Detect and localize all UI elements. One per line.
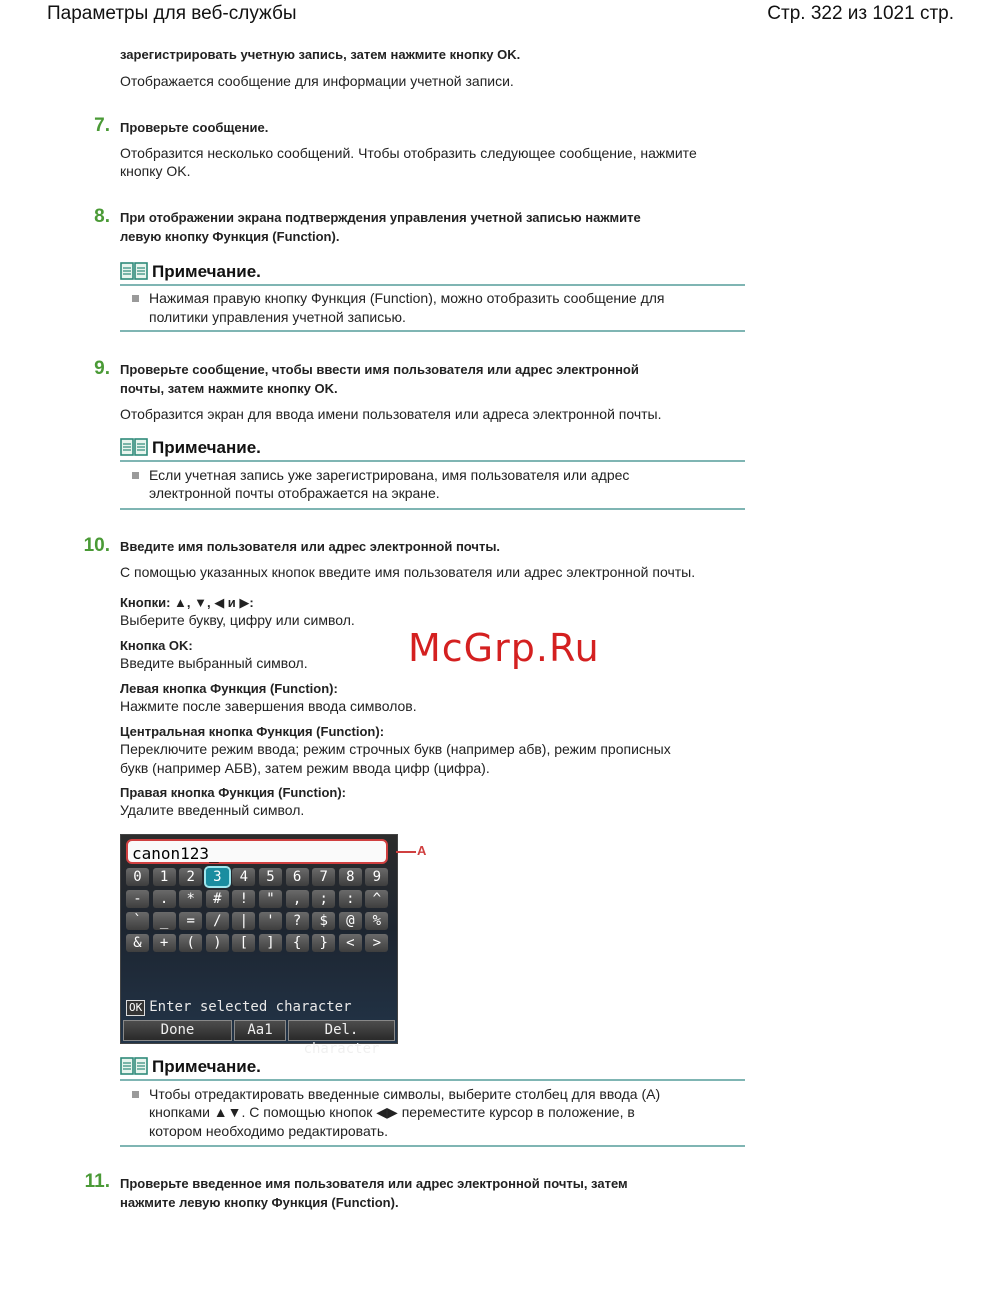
keyboard-key[interactable]: 4 [232, 868, 255, 886]
note-1-bottom-rule [120, 330, 745, 332]
keyboard-key[interactable]: | [232, 912, 255, 930]
buttons-arrows-label: Кнопки: ▲, ▼, ◀ и ▶: [120, 595, 254, 610]
step-9-number: 9. [94, 358, 110, 379]
keyboard-key[interactable]: $ [312, 912, 335, 930]
button-ok-label: Кнопка OK: [120, 638, 193, 653]
watermark: McGrp.Ru [408, 626, 600, 670]
buttons-arrows-desc: Выберите букву, цифру или символ. [120, 612, 355, 628]
note-2-bullet [132, 472, 139, 479]
keyboard-key[interactable]: ; [312, 890, 335, 908]
center-function-desc-line2: букв (например АБВ), затем режим ввода цифр (цифра). [120, 760, 490, 776]
note-3-line3: котором необходимо редактировать. [149, 1123, 389, 1139]
note-3-bullet [132, 1091, 139, 1098]
callout-line [396, 851, 416, 853]
left-function-label: Левая кнопка Функция (Function): [120, 681, 338, 696]
ok-badge: OK [126, 1000, 145, 1016]
note-3-line1: Чтобы отредактировать введенные символы, выберите столбец для ввода (A) [149, 1086, 661, 1102]
lcd-screen [120, 834, 398, 1057]
step-8-title-line2: левую кнопку Функция (Function). [120, 229, 340, 244]
book-icon [120, 261, 148, 281]
delete-character-button[interactable]: Del. character [288, 1020, 395, 1041]
note-2-header [120, 437, 745, 459]
note-1-line1: Нажимая правую кнопку Функция (Function), можно отобразить сообщение для [149, 290, 665, 306]
keyboard-key[interactable]: 3 [206, 868, 229, 886]
keyboard-key[interactable]: : [339, 890, 362, 908]
button-ok-desc: Введите выбранный символ. [120, 655, 308, 671]
keyboard-key[interactable]: 6 [286, 868, 309, 886]
intro-text: Отображается сообщение для информации учетной записи. [120, 73, 514, 89]
keyboard-key[interactable]: ` [126, 912, 149, 930]
keyboard-key[interactable]: / [206, 912, 229, 930]
keyboard-key[interactable]: + [153, 934, 176, 952]
note-1-header [120, 261, 745, 283]
keyboard-key[interactable]: _ [153, 912, 176, 930]
step-11-title-line1: Проверьте введенное имя пользователя или адрес электронной почты, затем [120, 1176, 628, 1191]
step-10-number: 10. [83, 535, 110, 556]
keyboard-key[interactable]: * [179, 890, 202, 908]
note-2-top-rule [120, 460, 745, 462]
lcd-hint [126, 997, 392, 1017]
keyboard-key[interactable]: 9 [365, 868, 388, 886]
keyboard-key[interactable]: < [339, 934, 362, 952]
lcd-function-bar [123, 1020, 395, 1057]
keyboard-key[interactable]: ? [286, 912, 309, 930]
center-function-desc-line1: Переключите режим ввода; режим строчных букв (например абв), режим прописных [120, 741, 671, 757]
right-function-desc: Удалите введенный символ. [120, 802, 305, 818]
keyboard-key[interactable]: > [365, 934, 388, 952]
keyboard-key[interactable]: # [206, 890, 229, 908]
keyboard-key[interactable]: 2 [179, 868, 202, 886]
note-2-title: Примечание. [152, 438, 261, 457]
note-2-line1: Если учетная запись уже зарегистрирована, имя пользователя или адрес [149, 467, 630, 483]
document-title: Параметры для веб-службы [47, 3, 297, 24]
keyboard-key[interactable]: . [153, 890, 176, 908]
keyboard-key[interactable]: ! [232, 890, 255, 908]
keyboard-key[interactable]: & [126, 934, 149, 952]
note-1-title: Примечание. [152, 262, 261, 281]
step-11-number: 11. [84, 1171, 110, 1192]
keyboard-key[interactable]: , [286, 890, 309, 908]
note-3-title: Примечание. [152, 1057, 261, 1076]
step-9-text: Отобразится экран для ввода имени пользователя или адреса электронной почты. [120, 406, 662, 422]
step-7-text-line1: Отобразится несколько сообщений. Чтобы отобразить следующее сообщение, нажмите [120, 145, 697, 161]
note-2-line2: электронной почты отображается на экране. [149, 485, 440, 501]
note-2-bottom-rule [120, 508, 745, 510]
note-1-bullet [132, 295, 139, 302]
keyboard-key[interactable]: } [312, 934, 335, 952]
keyboard-key[interactable]: 8 [339, 868, 362, 886]
keyboard-key[interactable]: ) [206, 934, 229, 952]
done-button[interactable]: Done [123, 1020, 232, 1041]
step-7-title: Проверьте сообщение. [120, 120, 269, 135]
intro-bold: зарегистрировать учетную запись, затем нажмите кнопку OK. [120, 47, 521, 62]
step-7-text-line2: кнопку OK. [120, 163, 191, 179]
step-8-number: 8. [94, 206, 110, 227]
step-11-title-line2: нажмите левую кнопку Функция (Function). [120, 1195, 399, 1210]
lcd-hint-text: Enter selected character [149, 999, 352, 1015]
step-9-title-line2: почты, затем нажмите кнопку OK. [120, 381, 338, 396]
keyboard-key[interactable]: = [179, 912, 202, 930]
keyboard-key[interactable]: ( [179, 934, 202, 952]
step-7-number: 7. [94, 115, 110, 136]
keyboard-key[interactable]: ^ [365, 890, 388, 908]
center-function-label: Центральная кнопка Функция (Function): [120, 724, 385, 739]
keyboard-key[interactable]: ' [259, 912, 282, 930]
callout-label-a: A [417, 843, 427, 858]
keyboard-key[interactable]: @ [339, 912, 362, 930]
keyboard-key[interactable]: 1 [153, 868, 176, 886]
keyboard-key[interactable]: { [286, 934, 309, 952]
note-1-line2: политики управления учетной записью. [149, 309, 406, 325]
step-10-title: Введите имя пользователя или адрес электронной почты. [120, 539, 501, 554]
note-3-top-rule [120, 1079, 745, 1081]
step-8-title-line1: При отображении экрана подтверждения управления учетной записью нажмите [120, 210, 641, 225]
note-1-top-rule [120, 284, 745, 286]
keyboard-key[interactable]: 5 [259, 868, 282, 886]
keyboard-key[interactable]: [ [232, 934, 255, 952]
keyboard-key[interactable]: % [365, 912, 388, 930]
note-3-header [120, 1056, 745, 1078]
note-3-line2: кнопками ▲▼. С помощью кнопок ◀▶ переместите курсор в положение, в [149, 1104, 635, 1120]
step-10-text: С помощью указанных кнопок введите имя пользователя или адрес электронной почты. [120, 564, 696, 580]
keyboard-key[interactable]: " [259, 890, 282, 908]
note-3-bottom-rule [120, 1145, 745, 1147]
keyboard-key[interactable]: 0 [126, 868, 149, 886]
right-function-label: Правая кнопка Функция (Function): [120, 785, 346, 800]
lcd-input-field[interactable]: canon123_ [126, 839, 388, 864]
page-counter: Стр. 322 из 1021 стр. [767, 3, 954, 24]
keyboard-key[interactable]: 7 [312, 868, 335, 886]
keyboard-key[interactable]: - [126, 890, 149, 908]
keyboard-key[interactable]: ] [259, 934, 282, 952]
step-9-title-line1: Проверьте сообщение, чтобы ввести имя пользователя или адрес электронной [120, 362, 639, 377]
book-icon [120, 1056, 148, 1076]
book-icon [120, 437, 148, 457]
left-function-desc: Нажмите после завершения ввода символов. [120, 698, 417, 714]
input-mode-button[interactable]: Aa1 [234, 1020, 286, 1041]
